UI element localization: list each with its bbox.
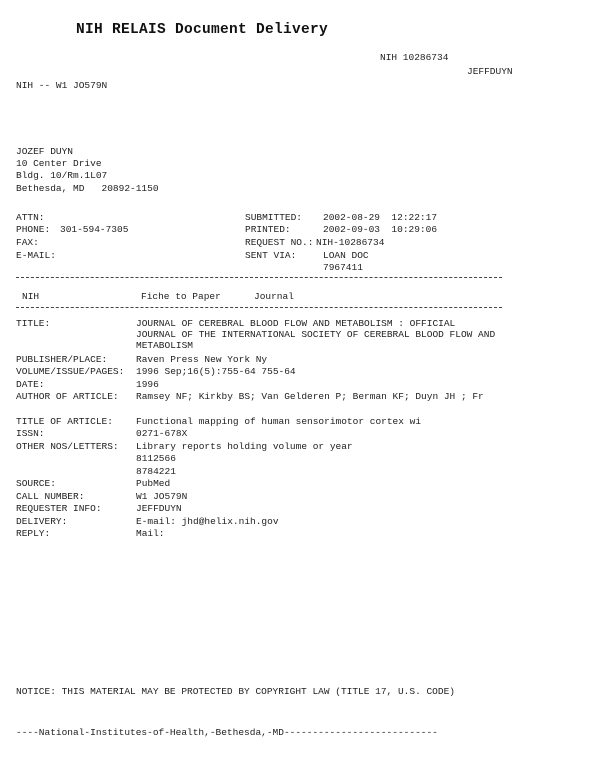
call-number-value: W1 JO579N <box>136 491 188 502</box>
article-title-value: Functional mapping of human sensorimotor cortex wi <box>136 416 422 427</box>
issn-label: ISSN: <box>16 428 45 439</box>
divider-top <box>16 277 502 278</box>
source-label: SOURCE: <box>16 478 56 489</box>
request-no-label: REQUEST NO.: <box>245 237 314 248</box>
delivery-value: E-mail: jhd@helix.nih.gov <box>136 516 279 527</box>
date-value: 1996 <box>136 379 159 390</box>
divider-bottom <box>16 307 502 308</box>
request-no-value: NIH-10286734 <box>316 237 385 248</box>
submitted-label: SUBMITTED: <box>245 212 303 223</box>
publisher-label: PUBLISHER/PLACE: <box>16 354 108 365</box>
address-street: 10 Center Drive <box>16 158 102 169</box>
issn-value: 0271-678X <box>136 428 188 439</box>
phone-value: 301-594-7305 <box>60 224 129 235</box>
footer-line: ----National-Institutes-of-Health,-Bethesda,-MD--------------------------- <box>16 727 438 738</box>
title-label: TITLE: <box>16 318 51 329</box>
title-value: JOURNAL OF CEREBRAL BLOOD FLOW AND METABOLISM : OFFICIAL JOURNAL OF THE INTERNATIONAL SOCIETY OF CEREBRAL BLOOD FLOW AND METABOLISM <box>136 318 496 351</box>
author-value: Ramsey NF; Kirkby BS; Van Gelderen P; Berman KF; Duyn JH ; Fr <box>136 391 484 402</box>
attn-label: ATTN: <box>16 212 45 223</box>
copyright-notice: NOTICE: THIS MATERIAL MAY BE PROTECTED BY COPYRIGHT LAW (TITLE 17, U.S. CODE) <box>16 686 455 697</box>
sent-via-value: LOAN DOC <box>323 250 369 261</box>
volume-label: VOLUME/ISSUE/PAGES: <box>16 366 125 377</box>
user-id: JEFFDUYN <box>467 66 513 77</box>
fax-label: FAX: <box>16 237 39 248</box>
call-line: NIH -- W1 JO579N <box>16 80 108 91</box>
email-label: E-MAIL: <box>16 250 56 261</box>
delivery-label: DELIVERY: <box>16 516 68 527</box>
requester-info-label: REQUESTER INFO: <box>16 503 102 514</box>
other-nos-value: Library reports holding volume or year <box>136 441 353 452</box>
printed-label: PRINTED: <box>245 224 291 235</box>
other-nos-number-1: 8112566 <box>136 453 176 464</box>
date-label: DATE: <box>16 379 45 390</box>
submitted-value: 2002-08-29 12:22:17 <box>323 212 438 223</box>
reply-value: Mail: <box>136 528 165 539</box>
column-nih: NIH <box>22 291 40 302</box>
other-nos-label: OTHER NOS/LETTERS: <box>16 441 119 452</box>
address-city: Bethesda, MD 20892-1150 <box>16 183 159 194</box>
document-title: NIH RELAIS Document Delivery <box>76 22 329 38</box>
call-number-label: CALL NUMBER: <box>16 491 85 502</box>
address-building: Bldg. 10/Rm.1L07 <box>16 170 108 181</box>
publisher-value: Raven Press New York Ny <box>136 354 268 365</box>
printed-value: 2002-09-03 10:29:06 <box>323 224 438 235</box>
source-value: PubMed <box>136 478 171 489</box>
reply-label: REPLY: <box>16 528 51 539</box>
column-journal: Journal <box>254 291 294 302</box>
phone-label: PHONE: <box>16 224 51 235</box>
address-name: JOZEF DUYN <box>16 146 74 157</box>
volume-value: 1996 Sep;16(5):755-64 755-64 <box>136 366 296 377</box>
requester-info-value: JEFFDUYN <box>136 503 182 514</box>
article-title-label: TITLE OF ARTICLE: <box>16 416 113 427</box>
other-nos-number-2: 8784221 <box>136 466 176 477</box>
request-id: NIH 10286734 <box>380 52 449 63</box>
author-label: AUTHOR OF ARTICLE: <box>16 391 119 402</box>
sent-via-number: 7967411 <box>323 262 363 273</box>
column-fiche-to-paper: Fiche to Paper <box>141 291 221 302</box>
sent-via-label: SENT VIA: <box>245 250 297 261</box>
